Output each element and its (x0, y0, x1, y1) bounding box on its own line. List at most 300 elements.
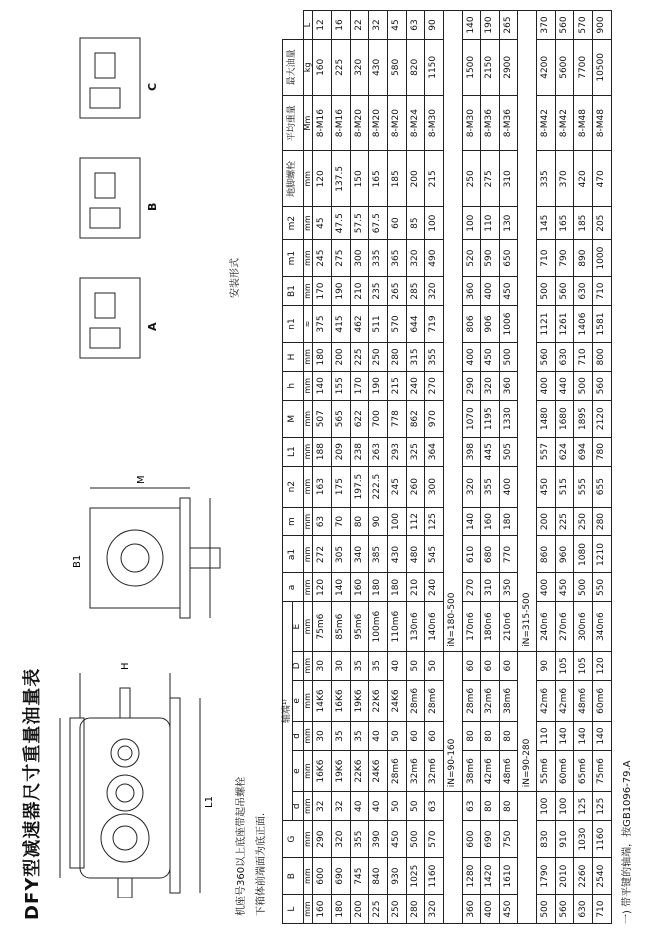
table-cell: 320 (406, 240, 425, 277)
table-cell: 63 (425, 792, 444, 821)
table-cell: 100 (425, 207, 444, 240)
table-cell: 63 (406, 11, 425, 40)
table-cell: 140 (555, 722, 574, 751)
table-cell: 55m6 (537, 750, 556, 791)
table-cell: 622 (350, 400, 369, 437)
table-cell: 50 (425, 651, 444, 680)
table-cell: 190 (331, 277, 350, 306)
table-cell: 1330 (499, 400, 518, 437)
table-cell: 8-M20 (369, 95, 388, 151)
table-cell: 450 (481, 343, 500, 372)
table-cell: 100 (537, 792, 556, 821)
table-cell: 430 (369, 39, 388, 95)
table-cell: 275 (331, 240, 350, 277)
table-cell: 245 (313, 240, 332, 277)
table-cell: 280 (593, 507, 612, 536)
table-cell: 10500 (593, 39, 612, 95)
table-cell: 500 (537, 895, 556, 924)
table-cell: 40 (369, 792, 388, 821)
table-cell: 70 (331, 507, 350, 536)
table-cell: 360 (462, 277, 481, 306)
table-cell: 200 (350, 895, 369, 924)
table-cell: 28m6 (425, 680, 444, 721)
table-cell: 1150 (425, 39, 444, 95)
table-cell: 2260 (574, 858, 593, 895)
table-cell: 215 (425, 151, 444, 207)
table-cell: 197.5 (350, 466, 369, 507)
table-cell: 340n6 (593, 602, 612, 652)
table-cell: 462 (350, 305, 369, 342)
header-unit: mm (303, 240, 312, 277)
table-cell: 315 (406, 343, 425, 372)
table-cell: 305 (331, 536, 350, 573)
table-cell: 170 (313, 277, 332, 306)
table-cell: 750 (499, 821, 518, 858)
table-cell: 22K6 (369, 680, 388, 721)
table-cell: 694 (574, 437, 593, 466)
table-cell: 430 (387, 536, 406, 573)
header-unit: mm (303, 371, 312, 400)
table-cell: 163 (313, 466, 332, 507)
header-unit: mm (303, 792, 312, 821)
header-14: m1 (283, 240, 304, 277)
table-cell: 85 (406, 207, 425, 240)
spacer-cell (518, 792, 537, 924)
table-cell: 105 (555, 651, 574, 680)
table-cell: 60 (425, 722, 444, 751)
table-cell: 600 (462, 821, 481, 858)
table-header-row (283, 11, 293, 924)
drawing-label-M: M (136, 475, 147, 484)
table-cell: 310 (481, 573, 500, 602)
table-cell: 12 (313, 11, 332, 40)
table-cell: 570 (574, 11, 593, 40)
table-cell: 400 (499, 466, 518, 507)
table-cell: 860 (537, 536, 556, 573)
table-cell: 50 (406, 651, 425, 680)
table-cell: 30 (331, 651, 350, 680)
table-cell: 500 (574, 573, 593, 602)
table-cell: 1406 (574, 305, 593, 342)
header-unit: mm (303, 750, 312, 791)
table-cell: 385 (369, 536, 388, 573)
table-cell: 290 (313, 821, 332, 858)
header-17: 平均重量 (283, 95, 304, 151)
table-cell: 2540 (593, 858, 612, 895)
table-cell: 630 (574, 895, 593, 924)
table-cell: 160 (481, 507, 500, 536)
table-cell: 225 (331, 39, 350, 95)
table-cell: 644 (406, 305, 425, 342)
table-cell: 1025 (406, 858, 425, 895)
table-cell: 710 (593, 277, 612, 306)
table-cell: 120 (313, 573, 332, 602)
table-cell: 110 (481, 207, 500, 240)
table-row (387, 11, 406, 924)
table-cell: 28m6 (387, 750, 406, 791)
table-cell: 125 (593, 792, 612, 821)
table-cell: 970 (425, 400, 444, 437)
table-cell: 140 (462, 11, 481, 40)
ratio-range-label-2: iN=315-500 (518, 11, 537, 652)
drawing-label-L1: L1 (204, 796, 215, 808)
table-cell: 1210 (593, 536, 612, 573)
header-unit: mm (303, 466, 312, 507)
table-row (555, 11, 574, 924)
table-cell: 85m6 (331, 602, 350, 652)
table-cell: 450 (387, 821, 406, 858)
table-cell: 507 (313, 400, 332, 437)
table-cell: 125 (425, 507, 444, 536)
table-cell: 470 (593, 151, 612, 207)
table-row (425, 11, 444, 924)
header-unit: mm (303, 573, 312, 602)
table-cell: 175 (331, 466, 350, 507)
table-cell: 140 (313, 371, 332, 400)
table-cell: 270n6 (555, 602, 574, 652)
table-cell: 48m6 (499, 750, 518, 791)
table-cell: 270 (462, 573, 481, 602)
table-cell: 205 (593, 207, 612, 240)
table-cell: 67.5 (369, 207, 388, 240)
table-cell: 263 (369, 437, 388, 466)
table-cell: 560 (593, 371, 612, 400)
table-cell: 355 (425, 343, 444, 372)
table-cell: 557 (537, 437, 556, 466)
table-cell: 265 (387, 277, 406, 306)
table-cell: 215 (387, 371, 406, 400)
table-cell: 655 (593, 466, 612, 507)
table-cell: 180 (369, 573, 388, 602)
table-cell: 900 (593, 11, 612, 40)
table-cell: 90 (369, 507, 388, 536)
table-cell: 800 (593, 343, 612, 372)
table-cell: 565 (331, 400, 350, 437)
table-cell: 19K6 (331, 750, 350, 791)
header-unit: mm (303, 207, 312, 240)
table-row (350, 11, 369, 924)
table-cell: 200 (537, 507, 556, 536)
table-cell: 355 (481, 466, 500, 507)
table-cell: 5600 (555, 39, 574, 95)
table-cell: 570 (425, 821, 444, 858)
table-cell: 60 (499, 651, 518, 680)
table-cell: 165 (369, 151, 388, 207)
header-unit: mm (303, 722, 312, 751)
table-group-label-row (443, 11, 462, 924)
table-cell: 8-M42 (555, 95, 574, 151)
header-unit: kg (303, 39, 312, 95)
table-cell: 310 (499, 151, 518, 207)
header-16: 地脚螺栓 (283, 151, 304, 207)
table-cell: 60m6 (593, 680, 612, 721)
table-cell: 60 (406, 722, 425, 751)
table-cell: 38m6 (499, 680, 518, 721)
table-cell: 130n6 (406, 602, 425, 652)
table-row (331, 11, 350, 924)
header-10: h (283, 371, 304, 400)
header-unit: mm (303, 821, 312, 858)
table-cell: 145 (537, 207, 556, 240)
table-cell: 280 (387, 343, 406, 372)
table-cell: 40 (350, 792, 369, 821)
header-unit: mm (303, 895, 312, 924)
table-cell: 710 (574, 343, 593, 372)
table-cell: 360 (499, 371, 518, 400)
table-cell: 45 (313, 207, 332, 240)
table-cell: 32m6 (406, 750, 425, 791)
table-cell: 238 (350, 437, 369, 466)
table-cell: 570 (387, 305, 406, 342)
header-7: n2 (283, 466, 304, 507)
table-cell: 2150 (481, 39, 500, 95)
table-cell: 150 (350, 151, 369, 207)
table-row (313, 11, 332, 924)
table-cell: 520 (462, 240, 481, 277)
table-cell: 100 (462, 207, 481, 240)
table-cell: 1581 (593, 305, 612, 342)
table-cell: 235 (369, 277, 388, 306)
header-shaft: 轴端¹⁾ (283, 602, 293, 821)
table-cell: 19K6 (350, 680, 369, 721)
table-cell: 375 (313, 305, 332, 342)
table-cell: 16 (331, 11, 350, 40)
header-4: a (283, 573, 304, 602)
table-cell: 140 (462, 507, 481, 536)
table-cell: 1500 (462, 39, 481, 95)
table-cell: 340 (350, 536, 369, 573)
header-unit: L (303, 11, 312, 40)
table-cell: 40 (369, 722, 388, 751)
table-cell: 450 (537, 466, 556, 507)
table-cell: 400 (481, 277, 500, 306)
table-cell: 260 (406, 466, 425, 507)
table-cell: 32 (369, 11, 388, 40)
table-cell: 22K6 (350, 750, 369, 791)
table-cell: 185 (387, 151, 406, 207)
table-cell: 2010 (555, 858, 574, 895)
table-cell: 806 (462, 305, 481, 342)
header-unit: mm (303, 343, 312, 372)
table-row (481, 11, 500, 924)
header-shaft-sub: e (293, 680, 303, 721)
header-1: B (283, 858, 304, 895)
table-cell: 170 (350, 371, 369, 400)
table-cell: 225 (350, 343, 369, 372)
table-cell: 170n6 (462, 602, 481, 652)
dimension-table-grid (282, 10, 612, 924)
header-unit: mm (303, 536, 312, 573)
table-cell: 210 (406, 573, 425, 602)
table-cell: 1420 (481, 858, 500, 895)
table-cell: 300 (425, 466, 444, 507)
table-cell: 105 (574, 651, 593, 680)
table-cell: 137.5 (331, 151, 350, 207)
table-cell: 580 (387, 39, 406, 95)
table-cell: 65m6 (574, 750, 593, 791)
table-cell: 700 (369, 400, 388, 437)
table-cell: 185 (574, 207, 593, 240)
table-cell: 610 (462, 536, 481, 573)
header-unit: mm (303, 602, 312, 652)
table-cell: 450 (499, 277, 518, 306)
table-cell: 1160 (425, 858, 444, 895)
table-cell: 545 (425, 536, 444, 573)
table-cell: 180 (331, 895, 350, 924)
table-cell: 8-M36 (499, 95, 518, 151)
table-cell: 155 (331, 371, 350, 400)
table-cell: 325 (406, 437, 425, 466)
table-cell: 500 (537, 277, 556, 306)
ratio-range-label: iN=90-160 (443, 651, 462, 791)
note-front-face: 下箱体前端面为底正面. (256, 812, 267, 916)
table-cell: 862 (406, 400, 425, 437)
table-cell: 1610 (499, 858, 518, 895)
table-cell: 32 (313, 792, 332, 821)
table-cell: 1070 (462, 400, 481, 437)
table-cell: 165 (555, 207, 574, 240)
table-cell: 180n6 (481, 602, 500, 652)
table-cell: 120 (313, 151, 332, 207)
table-cell: 500 (499, 343, 518, 372)
table-cell: 400 (481, 895, 500, 924)
table-cell: 650 (499, 240, 518, 277)
table-cell: 820 (406, 39, 425, 95)
table-cell: 560 (555, 11, 574, 40)
table-cell: 30 (313, 651, 332, 680)
table-cell: 240 (425, 573, 444, 602)
header-shaft-sub: d (293, 792, 303, 821)
table-cell: 50 (387, 722, 406, 751)
table-cell: 890 (574, 240, 593, 277)
table-cell: 35 (331, 722, 350, 751)
table-cell: 60m6 (555, 750, 574, 791)
table-cell: 160 (350, 573, 369, 602)
table-cell: 28m6 (406, 680, 425, 721)
table-cell: 624 (555, 437, 574, 466)
table-cell: 200 (331, 343, 350, 372)
table-cell: 50 (387, 792, 406, 821)
table-cell: 7700 (574, 39, 593, 95)
table-cell: 8-M48 (593, 95, 612, 151)
table-cell: 140n6 (425, 602, 444, 652)
table-cell: 400 (537, 371, 556, 400)
mounting-label-b: B (146, 202, 159, 211)
ratio-range-label-2: iN=180-500 (443, 11, 462, 652)
header-5: a1 (283, 536, 304, 573)
table-cell: 690 (331, 858, 350, 895)
table-cell: 190 (481, 11, 500, 40)
table-cell: 355 (350, 821, 369, 858)
table-cell: 32 (331, 792, 350, 821)
table-cell: 112 (406, 507, 425, 536)
table-cell: 1080 (574, 536, 593, 573)
table-cell: 300n6 (574, 602, 593, 652)
table-cell: 511 (369, 305, 388, 342)
header-18: 最大油量 (283, 39, 304, 95)
table-cell: 180 (499, 507, 518, 536)
table-cell: 90 (537, 651, 556, 680)
table-cell: 555 (574, 466, 593, 507)
table-cell: 1160 (593, 821, 612, 858)
table-cell: 75m6 (593, 750, 612, 791)
table-cell: 320 (425, 277, 444, 306)
table-cell: 1030 (574, 821, 593, 858)
table-cell: 4200 (537, 39, 556, 95)
table-cell: 28m6 (462, 680, 481, 721)
table-cell: 600 (313, 858, 332, 895)
table-cell: 293 (387, 437, 406, 466)
table-cell: 40 (387, 651, 406, 680)
table-cell: 50 (406, 792, 425, 821)
table-cell: 300 (350, 240, 369, 277)
table-cell: 1261 (555, 305, 574, 342)
table-cell: 840 (369, 858, 388, 895)
table-cell: 2900 (499, 39, 518, 95)
table-cell: 180 (313, 343, 332, 372)
table-cell: 188 (313, 437, 332, 466)
table-cell: 710 (593, 895, 612, 924)
gear-reducer-front-drawing (40, 658, 225, 898)
table-cell: 1121 (537, 305, 556, 342)
table-cell: 830 (537, 821, 556, 858)
table-cell: 420 (574, 151, 593, 207)
table-cell: 120 (593, 651, 612, 680)
table-cell: 400 (537, 573, 556, 602)
table-cell: 210n6 (499, 602, 518, 652)
header-unit: mm (303, 680, 312, 721)
table-cell: 690 (481, 821, 500, 858)
table-row (574, 11, 593, 924)
table-cell: 285 (406, 277, 425, 306)
table-cell: 350 (499, 573, 518, 602)
table-cell: 24K6 (369, 750, 388, 791)
table-cell: 35 (350, 651, 369, 680)
table-cell: 100 (555, 792, 574, 821)
table-cell: 1895 (574, 400, 593, 437)
table-cell: 80 (499, 722, 518, 751)
table-cell: 415 (331, 305, 350, 342)
table-cell: 960 (555, 536, 574, 573)
table-cell: 240 (406, 371, 425, 400)
dimension-table (282, 10, 612, 924)
table-cell: 505 (499, 437, 518, 466)
table-cell: 16K6 (331, 680, 350, 721)
table-cell: 8-M30 (425, 95, 444, 151)
table-cell: 125 (574, 792, 593, 821)
table-cell: 245 (387, 466, 406, 507)
table-cell: 560 (555, 895, 574, 924)
table-row (537, 11, 556, 924)
table-cell: 63 (462, 792, 481, 821)
table-cell: 250 (387, 895, 406, 924)
table-cell: 60 (481, 651, 500, 680)
table-cell: 47.5 (331, 207, 350, 240)
table-cell: 515 (555, 466, 574, 507)
table-cell: 1480 (537, 400, 556, 437)
header-15: m2 (283, 207, 304, 240)
table-cell: 100m6 (369, 602, 388, 652)
table-cell: 630 (574, 277, 593, 306)
table-cell: 130 (499, 207, 518, 240)
table-cell: 160 (313, 895, 332, 924)
gear-reducer-side-drawing (60, 458, 230, 638)
table-cell: 770 (499, 536, 518, 573)
table-cell: 400 (462, 343, 481, 372)
table-cell: 390 (369, 821, 388, 858)
table-cell: 222.5 (369, 466, 388, 507)
table-cell: 560 (555, 277, 574, 306)
